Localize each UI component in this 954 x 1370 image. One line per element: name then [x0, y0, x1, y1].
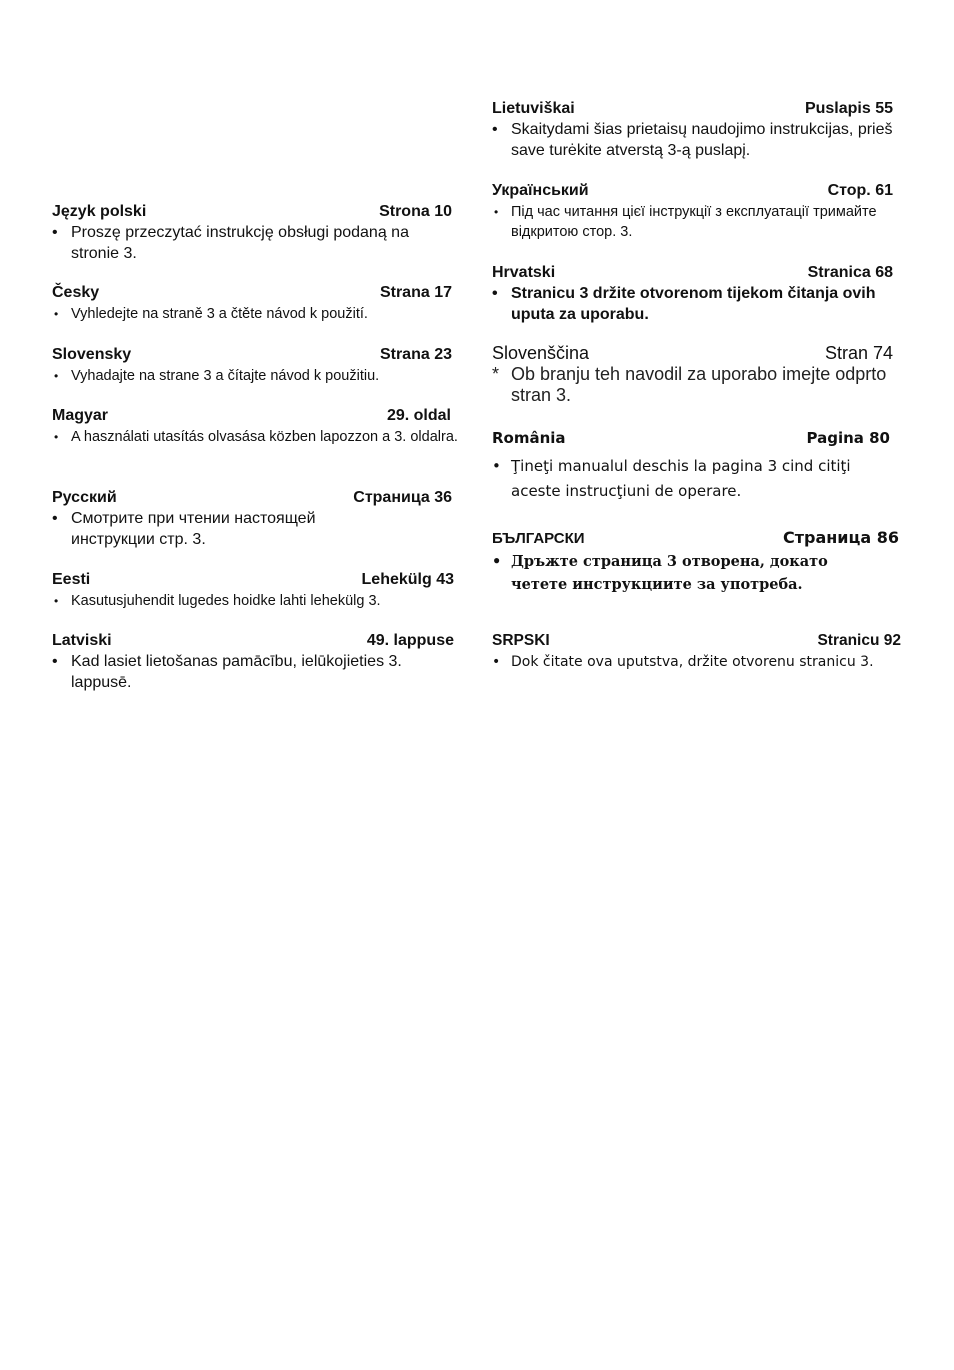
language-name: Slovenščina — [492, 343, 590, 363]
entry-magyar — [52, 406, 458, 447]
language-name: SRPSKI — [492, 632, 550, 649]
bullet-icon: • — [54, 430, 59, 444]
bullet-icon: • — [492, 285, 498, 302]
entry-header — [52, 488, 452, 508]
bullet-icon: • — [52, 224, 58, 241]
bullet-icon: * — [492, 364, 500, 384]
entry-header — [492, 428, 890, 448]
instruction-text: Vyhadajte na strane 3 a čítajte návod k použitiu. — [71, 368, 380, 384]
entry-latviski — [52, 631, 454, 693]
entry-instruction — [492, 120, 900, 161]
language-name: БЪЛГАРСКИ — [492, 530, 585, 547]
page-reference: Strona 10 — [379, 203, 452, 220]
entry-header — [492, 99, 893, 119]
language-name: Русский — [52, 489, 117, 506]
entry-header — [492, 528, 899, 549]
instruction-text: Ţineţi manualul deschis la pagina 3 cind citiţi aceste instrucţiuni de operare. — [511, 457, 851, 500]
entry-instruction — [492, 284, 877, 325]
entry-instruction — [492, 550, 867, 596]
entry-polski — [52, 202, 452, 264]
page-reference: Stranicu 92 — [817, 632, 901, 649]
page-reference: 29. oldal — [386, 407, 451, 424]
instruction-text: Дръжте страница 3 отворена, докато четете инструкциите за употреба. — [511, 553, 828, 593]
instruction-text: Kad lasiet lietošanas pamācību, ielūkojieties 3. lappusē. — [71, 653, 402, 691]
entry-ukrainskyi — [492, 181, 893, 242]
language-name: Magyar — [52, 407, 109, 424]
entry-instruction — [52, 223, 452, 264]
page-reference: Strana 17 — [379, 284, 452, 301]
page-reference: Pagina 80 — [806, 429, 890, 447]
entry-lietuviskai — [492, 99, 900, 161]
language-name: România — [492, 429, 566, 447]
bullet-icon: • — [492, 654, 501, 670]
entry-header — [492, 181, 893, 201]
entry-instruction — [52, 304, 452, 324]
entry-header — [52, 631, 454, 651]
page-reference: Страница 36 — [353, 489, 452, 506]
entry-russkiy — [52, 488, 452, 550]
instruction-text: Stranicu 3 držite otvorenom tijekom čitanja ovih uputa za uporabu. — [511, 285, 876, 323]
entry-eesti — [52, 570, 454, 611]
language-name: Hrvatski — [492, 264, 556, 281]
instruction-text: Skaitydami šias prietaisų naudojimo instrukcijas, prieš save turėkite atverstą 3-ą puslapį. — [511, 121, 893, 159]
page-reference: Стор. 61 — [827, 182, 893, 199]
entry-srpski — [492, 631, 901, 672]
language-name: Latviski — [52, 632, 112, 649]
bullet-icon: • — [492, 457, 501, 475]
bullet-icon: • — [492, 553, 502, 570]
entry-instruction — [52, 427, 458, 447]
entry-header — [52, 570, 454, 590]
entry-instruction — [492, 652, 901, 672]
bullet-icon: • — [52, 510, 58, 527]
instruction-text: Vyhledejte na straně 3 a čtěte návod k použití. — [71, 306, 368, 322]
page-reference: Страница 86 — [782, 528, 899, 547]
language-name: Język polski — [52, 203, 147, 220]
entry-header — [52, 202, 452, 222]
entry-instruction — [492, 454, 872, 504]
bullet-icon: • — [54, 594, 59, 608]
instruction-text: Dok čitate ova uputstva, držite otvorenu stranicu 3. — [511, 654, 874, 670]
bullet-icon: • — [52, 653, 58, 670]
entry-header — [492, 631, 901, 651]
entry-header — [492, 263, 893, 283]
bullet-icon: • — [54, 369, 59, 383]
bullet-icon: • — [54, 307, 59, 321]
language-name: Eesti — [52, 571, 91, 588]
entry-romania — [492, 428, 890, 504]
entry-instruction — [52, 509, 372, 550]
entry-header — [52, 283, 452, 303]
page-reference: Puslapis 55 — [804, 100, 893, 117]
entry-instruction — [52, 652, 427, 693]
instruction-text: Смотрите при чтении настоящей инструкции стр. 3. — [71, 510, 316, 548]
entry-slovensky — [52, 345, 452, 386]
page-reference: Stranica 68 — [807, 264, 893, 281]
entry-instruction — [492, 202, 893, 242]
entry-slovenscina — [492, 343, 893, 406]
entry-instruction — [52, 591, 454, 611]
entry-instruction — [492, 364, 893, 406]
language-name: Česky — [52, 284, 100, 301]
bullet-icon: • — [494, 205, 499, 219]
entry-cesky — [52, 283, 452, 324]
page-reference: Strana 23 — [379, 346, 452, 363]
page-reference: 49. lappuse — [366, 632, 454, 649]
language-name: Slovensky — [52, 346, 132, 363]
entry-bulgarski — [492, 528, 899, 596]
page-reference: Lehekülg 43 — [361, 571, 454, 588]
instruction-text: Kasutusjuhendit lugedes hoidke lahti lehekülg 3. — [71, 593, 381, 609]
entry-header — [52, 345, 452, 365]
bullet-icon: • — [492, 121, 498, 138]
instruction-text: Ob branju teh navodil za uporabo imejte odprto stran 3. — [511, 364, 887, 405]
entry-header — [52, 406, 451, 426]
language-name: Lietuviškai — [492, 100, 575, 117]
instruction-text: Під час читання цієї інструкції з експлуатації тримайте відкритою стор. 3. — [511, 204, 877, 240]
instruction-text: Proszę przeczytać instrukcję obsługi podaną na stronie 3. — [71, 224, 409, 262]
language-name: Український — [492, 182, 589, 199]
instruction-text: A használati utasítás olvasása közben lapozzon a 3. oldalra. — [71, 429, 458, 445]
entry-hrvatski — [492, 263, 893, 325]
entry-header — [492, 343, 893, 363]
entry-instruction — [52, 366, 452, 386]
page-reference: Stran 74 — [824, 343, 893, 363]
